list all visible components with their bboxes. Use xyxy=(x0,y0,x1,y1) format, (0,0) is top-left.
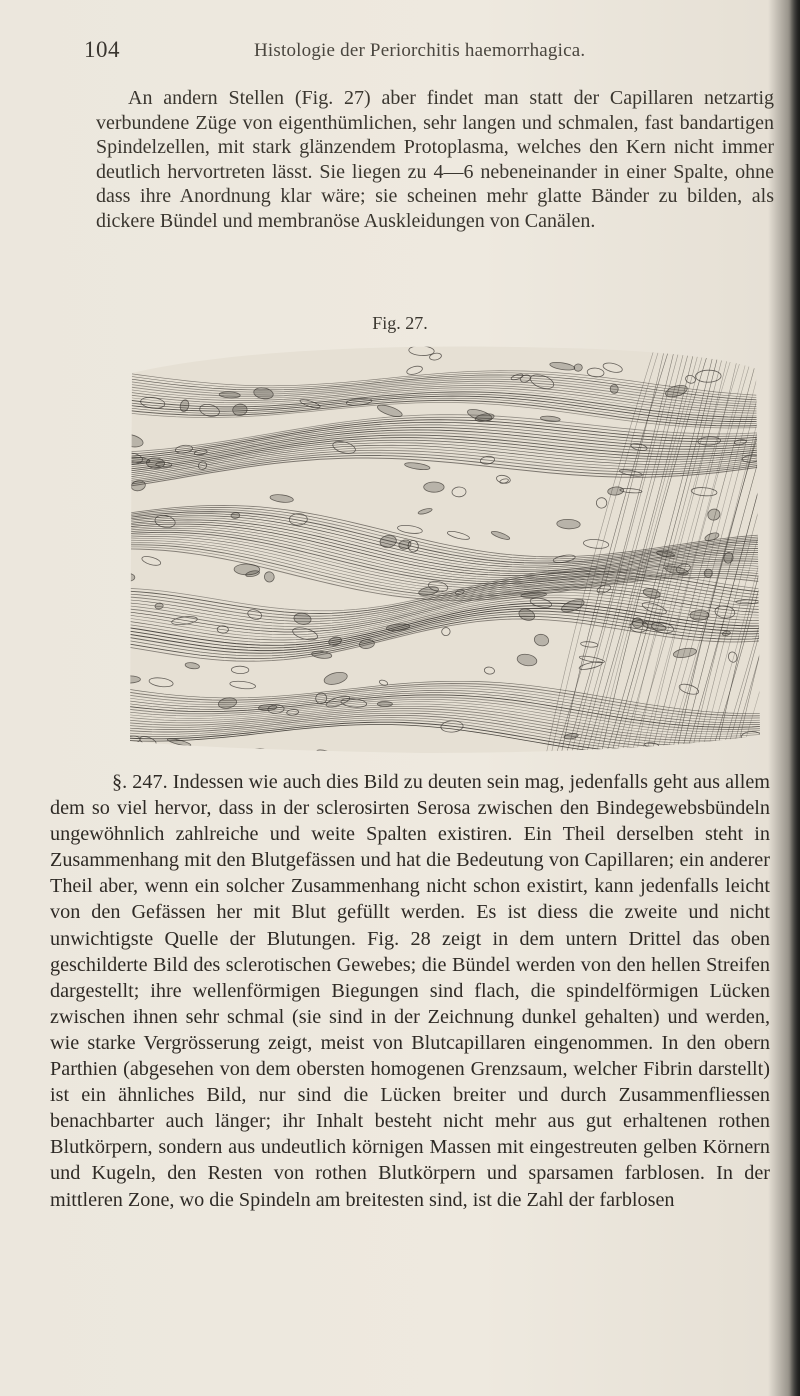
spindle-cell xyxy=(251,748,270,755)
histology-engraving-icon xyxy=(126,343,762,755)
spindle-cell xyxy=(610,384,619,393)
figure-label: Fig. 27. xyxy=(372,313,428,333)
spindle-cell xyxy=(183,343,197,352)
page-edge-shadow xyxy=(790,0,800,1396)
paragraph-2: §. 247. Indessen wie auch dies Bild zu deuten sein mag, jedenfalls geht aus allem dem so viel hervor, dass in der sclerosirten Serosa zwischen den Bindegewebsbündeln ungewöhnlich zahlreiche und weite Spalten existiren. Ein Theil derselben steht in Zusammenhang mit den Blutgefässen und hat die Bedeutung von Capillaren; ein anderer Theil aber, wenn ein solcher Zusammenhang nicht schon existirt, kann jedenfalls leicht von den Gefässen her mit Blut gefüllt werden. Es ist diess die zweite und nicht unwichtigste Quelle der Blutungen. Fig. 28 zeigt in dem untern Drittel das oben geschilderte Bild des sclerotischen Gewebes; die Bündel werden von den hellen Streifen dargestellt; ihre wellenförmigen Biegungen sind flach, die spindelförmigen Lücken zwischen ihnen sehr schmal (sie sind in der Zeichnung dunkel gehalten) und werden, wie starke Vergrösserung zeigt, meist von Blutcapillaren eingenommen. In den obern Parthien (abgesehen von dem obersten homogenen Grenzsaum, welcher Fibrin darstellt) ist ein ähnliches Bild, nur sind die Lücken breiter und durch Zusammenfliessen benachbarter auch länger; ihr Inhalt besteht nicht mehr aus gut erhaltenen rothen Blutkörpern, sondern aus undeutlich körnigen Massen mit eingestreuten gelben Körnern und Kugeln, den Resten von rothen Blutkörpern und sparsamen farblosen. In der mittleren Zone, wo die Spindeln am breitesten sind, ist die Zahl der farblosen xyxy=(50,771,770,1211)
running-title: Histologie der Periorchitis haemorrhagica. xyxy=(254,40,586,61)
spindle-cell xyxy=(424,482,444,492)
page-header xyxy=(84,37,774,67)
paragraph-1: An andern Stellen (Fig. 27) aber findet man statt der Capillaren netzartig verbundene Züge von eigenthümlichen, sehr langen und schmalen, fast bandartigen Spindelzellen, mit stark glänzendem Protoplasma, welches den Kern nicht immer deutlich hervortreten lässt. Sie liegen zu 4—6 nebeneinander in einer Spalte, ohne dass ihre Anordnung klar wäre; sie scheinen mehr glatte Bänder zu bilden, als dickere Bündel und membranöse Auskleidungen von Canälen. xyxy=(96,87,774,232)
page-number: 104 xyxy=(84,37,120,62)
spindle-cell xyxy=(690,610,709,620)
spindle-cell xyxy=(377,701,392,706)
spindle-cell xyxy=(231,512,240,518)
spindle-cell xyxy=(258,704,277,711)
